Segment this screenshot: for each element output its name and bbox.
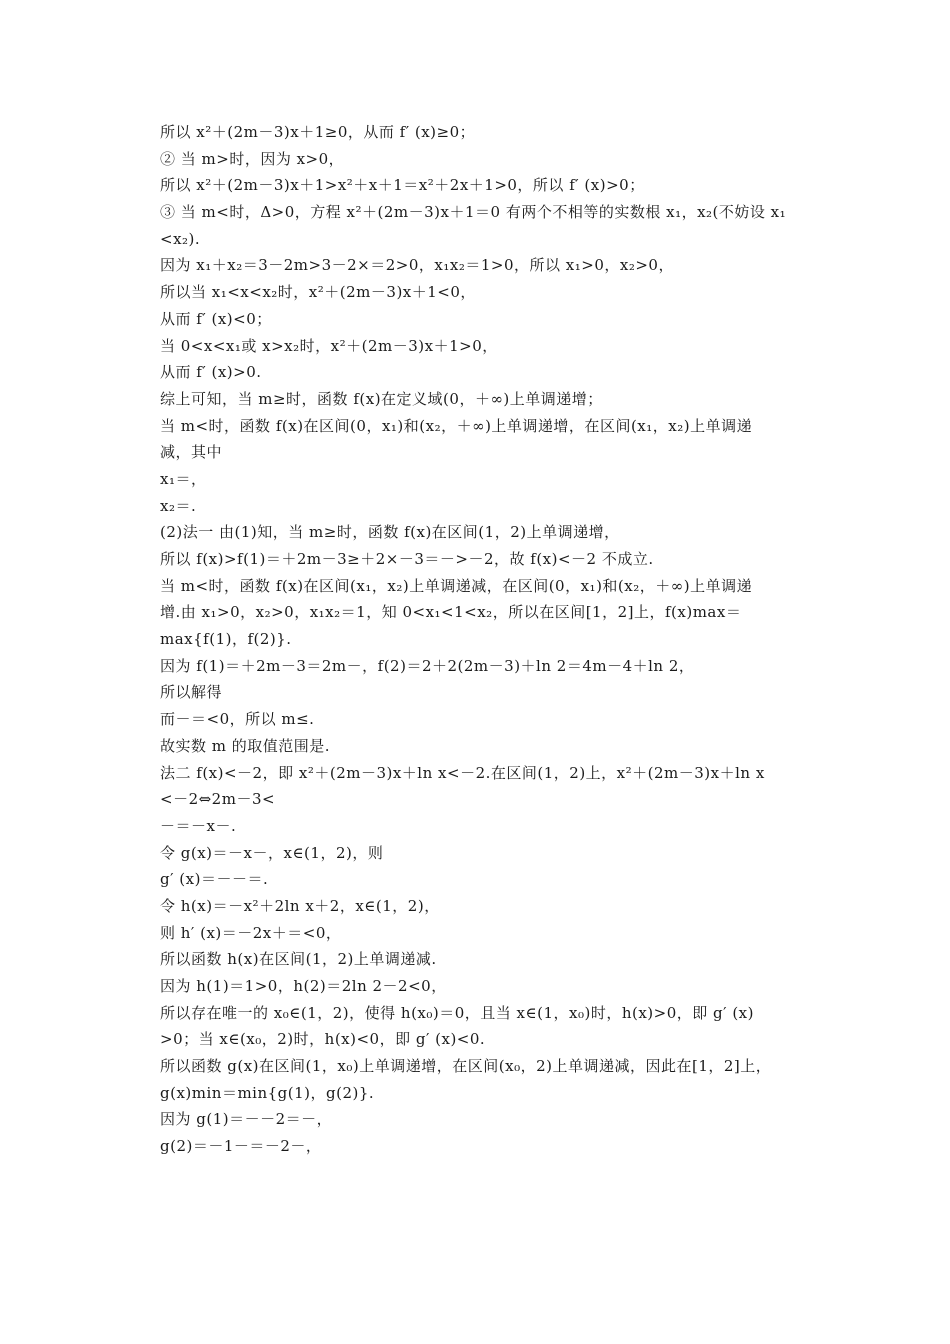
text-line: －＝－x－. (160, 816, 237, 835)
text-line: <－2⇔2m－3< (160, 790, 276, 809)
text-line: g(2)＝－1－＝－2－， (160, 1137, 322, 1156)
text-line: 因为 f(1)＝＋2m－3＝2m－，f(2)＝2＋2(2m－3)＋ln 2＝4m－4＋ln 2， (160, 656, 695, 675)
text-line: 所以函数 g(x)在区间(1，x₀)上单调递增，在区间(x₀，2)上单调递减，因此在[1，2]上， (160, 1057, 772, 1076)
text-line: 增.由 x₁>0，x₂>0，x₁x₂＝1，知 0<x₁<1<x₂，所以在区间[1，2]上，f(x)max＝ (160, 603, 742, 622)
text-line: 所以当 x₁<x<x₂时，x²＋(2m－3)x＋1<0， (160, 283, 476, 302)
text-line: >0；当 x∈(x₀，2)时，h(x)<0，即 g′ (x)<0. (160, 1030, 486, 1049)
text-line: g′ (x)＝－－＝. (160, 870, 269, 889)
text-line: 当 m<时，函数 f(x)在区间(x₁，x₂)上单调递减，在区间(0，x₁)和(x₂，＋∞)上单调递 (160, 576, 753, 595)
text-line: 所以存在唯一的 x₀∈(1，2)，使得 h(x₀)＝0，且当 x∈(1，x₀)时，h(x)>0，即 g′ (x) (160, 1003, 754, 1022)
text-line: 则 h′ (x)＝－2x＋＝<0， (160, 923, 342, 942)
text-line: 所以 x²＋(2m－3)x＋1≥0，从而 f′ (x)≥0； (160, 123, 476, 141)
text-line: <x₂). (160, 229, 201, 248)
text-line: 因为 x₁＋x₂＝3－2m>3－2×＝2>0，x₁x₂＝1>0，所以 x₁>0，x₂>0， (160, 256, 674, 275)
text-line: 当 0<x<x₁或 x>x₂时，x²＋(2m－3)x＋1>0， (160, 336, 498, 355)
text-line: max{f(1)，f(2)}. (160, 630, 292, 649)
text-line: x₁＝， (160, 469, 207, 488)
text-line: 所以解得 (160, 683, 223, 702)
text-line: 从而 f′ (x)>0. (160, 363, 262, 382)
text-line: x₂＝. (160, 496, 197, 515)
text-line: 令 h(x)＝－x²＋2ln x＋2，x∈(1，2)， (160, 896, 440, 915)
text-line: (2)法一 由(1)知，当 m≥时，函数 f(x)在区间(1，2)上单调递增， (160, 523, 620, 542)
text-line: g(x)min＝min{g(1)，g(2)}. (160, 1083, 375, 1102)
text-line: ③ 当 m<时，Δ>0，方程 x²＋(2m－3)x＋1＝0 有两个不相等的实数根 x₁，x₂(不妨设 x₁ (160, 203, 787, 222)
document-body (160, 119, 820, 1160)
text-line: 当 m<时，函数 f(x)在区间(0，x₁)和(x₂，＋∞)上单调递增，在区间(x₁，x₂)上单调递 (160, 416, 753, 435)
text-line: 因为 g(1)＝－－2＝－， (160, 1110, 333, 1129)
text-line: 因为 h(1)＝1>0，h(2)＝2ln 2－2<0， (160, 977, 447, 995)
text-line: 综上可知，当 m≥时，函数 f(x)在定义域(0，＋∞)上单调递增； (160, 389, 603, 408)
text-line: 而－＝<0，所以 m≤. (160, 710, 315, 729)
text-line: 法二 f(x)<－2，即 x²＋(2m－3)x＋ln x<－2.在区间(1，2)上，x²＋(2m－3)x＋ln x (160, 763, 765, 782)
text-line: 从而 f′ (x)<0； (160, 309, 272, 328)
text-line: 故实数 m 的取值范围是. (160, 736, 331, 755)
text-line: 所以 f(x)>f(1)＝＋2m－3≥＋2×－3＝－>－2，故 f(x)<－2 不成立. (160, 550, 654, 568)
text-line: 减，其中 (160, 443, 223, 462)
text-line: 所以 x²＋(2m－3)x＋1>x²＋x＋1＝x²＋2x＋1>0，所以 f′ (x)>0； (160, 176, 645, 195)
text-line: 所以函数 h(x)在区间(1，2)上单调递减. (160, 950, 437, 969)
text-line: ② 当 m>时，因为 x>0， (160, 149, 345, 168)
text-line: 令 g(x)＝－x－，x∈(1，2)，则 (160, 843, 384, 862)
